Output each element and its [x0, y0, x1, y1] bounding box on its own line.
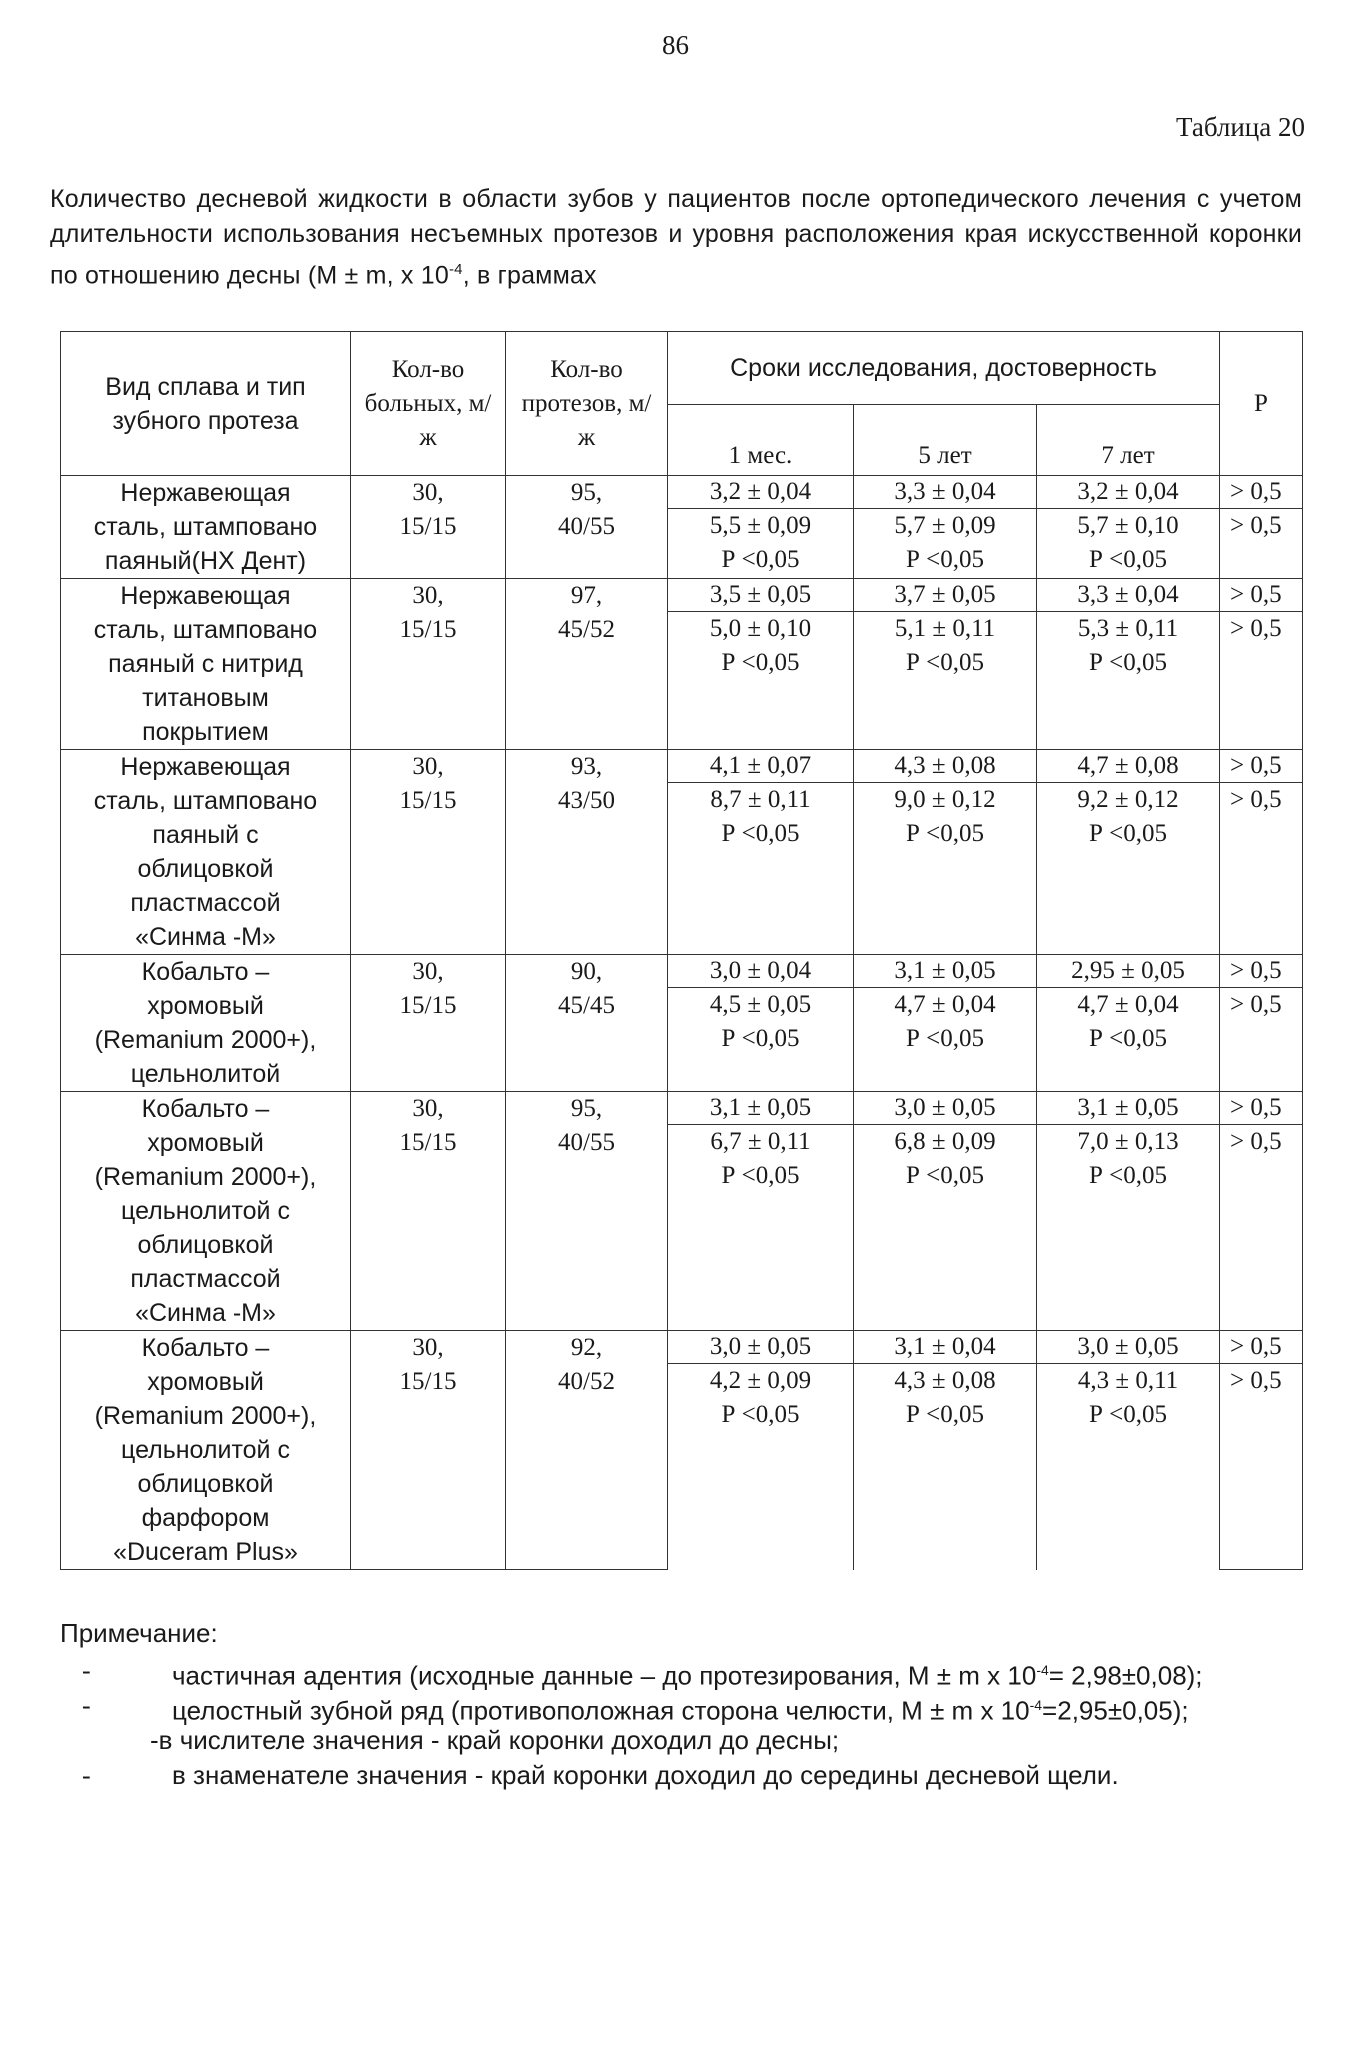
- significance: Р <0,05: [721, 1162, 800, 1189]
- patients-cell: [351, 1092, 506, 1331]
- prostheses-ratio: 40/52: [558, 1368, 615, 1395]
- p-value-top: > 0,5: [1220, 750, 1303, 783]
- value-denominator: 5,0 ± 0,10: [709, 615, 812, 642]
- alloy-line: облицовкой: [137, 1470, 274, 1498]
- p-value-top: > 0,5: [1220, 1331, 1303, 1364]
- alloy-cell: [61, 1331, 351, 1570]
- prostheses-cell: [506, 1331, 668, 1570]
- alloy-line: «Синма -М»: [135, 1299, 276, 1327]
- value-denominator: 4,7 ± 0,04: [894, 991, 996, 1018]
- alloy-line: (Remanium 2000+),: [94, 1163, 317, 1191]
- value-numerator: 3,3 ± 0,04: [1037, 579, 1220, 612]
- patients-count: 30,: [412, 1334, 444, 1361]
- table-row: [61, 750, 1303, 783]
- value-denominator-cell: [1037, 783, 1220, 955]
- note-exponent: -4: [1036, 1662, 1049, 1678]
- alloy-line: (Remanium 2000+),: [94, 1402, 317, 1430]
- note-item-2: [60, 1688, 1310, 1726]
- alloy-line: титановым: [142, 684, 269, 712]
- prostheses-cell: [506, 1092, 668, 1331]
- header-period-2-label: 5 лет: [918, 442, 972, 469]
- alloy-line: сталь, штамповано: [93, 513, 318, 541]
- value-numerator: 3,1 ± 0,05: [854, 955, 1037, 988]
- alloy-line: Нержавеющая: [120, 753, 291, 781]
- table-row: [61, 1331, 1303, 1364]
- table-label: Таблица 20: [1176, 112, 1305, 142]
- value-numerator: 2,95 ± 0,05: [1037, 955, 1220, 988]
- prostheses-cell: [506, 955, 668, 1092]
- note-tail: =2,95±0,05);: [1042, 1695, 1189, 1726]
- patients-count: 30,: [412, 1095, 444, 1122]
- value-denominator-cell: [1037, 1364, 1220, 1570]
- alloy-cell: [61, 955, 351, 1092]
- header-period-1: [668, 405, 854, 476]
- prostheses-cell: [506, 476, 668, 579]
- value-denominator-cell: [668, 988, 854, 1092]
- value-numerator: 3,1 ± 0,05: [1037, 1092, 1220, 1125]
- patients-count: 30,: [412, 753, 444, 780]
- alloy-cell: [61, 750, 351, 955]
- notes-title: Примечание:: [60, 1618, 218, 1648]
- value-denominator: 4,7 ± 0,04: [1077, 991, 1179, 1018]
- value-denominator-cell: [854, 988, 1037, 1092]
- value-denominator: 5,7 ± 0,10: [1077, 512, 1179, 539]
- alloy-line: Нержавеющая: [120, 582, 291, 610]
- alloy-line: хромовый: [147, 1129, 264, 1157]
- header-p: Р: [1220, 332, 1303, 476]
- patients-count: 30,: [412, 479, 444, 506]
- alloy-line: хромовый: [147, 1368, 264, 1396]
- value-denominator: 6,8 ± 0,09: [894, 1128, 996, 1155]
- patients-count: 30,: [412, 958, 444, 985]
- significance: Р <0,05: [905, 1162, 984, 1189]
- alloy-line: облицовкой: [137, 855, 274, 883]
- alloy-line: Кобальто –: [141, 1095, 270, 1123]
- value-denominator-cell: [668, 783, 854, 955]
- alloy-cell: [61, 579, 351, 750]
- value-numerator: 3,0 ± 0,04: [668, 955, 854, 988]
- value-numerator: 3,0 ± 0,05: [854, 1092, 1037, 1125]
- value-numerator: 3,5 ± 0,05: [668, 579, 854, 612]
- note-tail: = 2,98±0,08);: [1048, 1660, 1203, 1691]
- header-patients: Кол-во больных, м/ж: [351, 332, 506, 476]
- note-text: -в числителе значения - край коронки доходил до десны;: [150, 1725, 840, 1755]
- alloy-line: пластмассой: [130, 889, 281, 917]
- value-denominator: 5,1 ± 0,11: [894, 615, 996, 642]
- header-period-3-label: 7 лет: [1101, 442, 1155, 469]
- p-value-top: > 0,5: [1220, 955, 1303, 988]
- p-value-bottom: > 0,5: [1220, 783, 1303, 955]
- value-denominator: 4,2 ± 0,09: [709, 1367, 812, 1394]
- caption-exponent: -4: [448, 261, 463, 278]
- table-row: [61, 476, 1303, 509]
- alloy-line: хромовый: [147, 992, 264, 1020]
- patients-ratio: 15/15: [399, 992, 457, 1019]
- patients-ratio: 15/15: [399, 513, 457, 540]
- p-value-top: > 0,5: [1220, 1092, 1303, 1125]
- patients-cell: [351, 955, 506, 1092]
- alloy-line: (Remanium 2000+),: [94, 1026, 317, 1054]
- patients-ratio: 15/15: [399, 787, 457, 814]
- prostheses-ratio: 43/50: [558, 787, 615, 814]
- prostheses-ratio: 45/45: [558, 992, 615, 1019]
- header-period-3: [1037, 405, 1220, 476]
- value-denominator-cell: [854, 1125, 1037, 1331]
- patients-ratio: 15/15: [399, 616, 457, 643]
- note-body: частичная адентия (исходные данные – до протезирования, М ± m х 10: [172, 1660, 1037, 1691]
- significance: Р <0,05: [1088, 1162, 1167, 1189]
- note-item-1: [60, 1653, 1310, 1691]
- significance: Р <0,05: [1088, 649, 1167, 676]
- p-value-bottom: > 0,5: [1220, 1125, 1303, 1331]
- patients-cell: [351, 579, 506, 750]
- alloy-line: пластмассой: [130, 1265, 281, 1293]
- alloy-line: цельнолитой с: [121, 1436, 290, 1464]
- alloy-line: покрытием: [142, 718, 269, 746]
- value-numerator: 3,3 ± 0,04: [854, 476, 1037, 509]
- alloy-line: «Синма -М»: [135, 923, 276, 951]
- note-body: целостный зубной ряд (противоположная сторона челюсти, М ± m х 10: [172, 1695, 1030, 1726]
- value-denominator: 6,7 ± 0,11: [710, 1128, 811, 1155]
- table-body: [61, 476, 1303, 1570]
- value-denominator-cell: [1037, 509, 1220, 579]
- table-row: [61, 1092, 1303, 1125]
- value-denominator: 4,5 ± 0,05: [709, 991, 812, 1018]
- value-denominator-cell: [1037, 988, 1220, 1092]
- value-numerator: 3,1 ± 0,05: [668, 1092, 854, 1125]
- p-value-bottom: > 0,5: [1220, 1364, 1303, 1570]
- prostheses-ratio: 40/55: [558, 513, 615, 540]
- alloy-line: Нержавеющая: [120, 479, 291, 507]
- significance: Р <0,05: [905, 820, 984, 847]
- prostheses-ratio: 45/52: [558, 616, 615, 643]
- value-denominator: 8,7 ± 0,11: [710, 786, 811, 813]
- value-denominator: 9,2 ± 0,12: [1077, 786, 1179, 813]
- prostheses-count: 93,: [570, 753, 603, 780]
- header-prostheses: Кол-во протезов, м/ж: [506, 332, 668, 476]
- prostheses-ratio: 40/55: [558, 1129, 615, 1156]
- prostheses-cell: [506, 579, 668, 750]
- p-value-top: > 0,5: [1220, 579, 1303, 612]
- header-alloy: Вид сплава и тип зубного протеза: [61, 332, 351, 476]
- alloy-cell: [61, 476, 351, 579]
- value-denominator: 9,0 ± 0,12: [894, 786, 996, 813]
- note-dash: -: [82, 1656, 91, 1685]
- note-dash: -: [82, 1691, 91, 1720]
- alloy-line: паяный с нитрид: [108, 650, 303, 678]
- significance: Р <0,05: [1088, 546, 1167, 573]
- header-period-1-label: 1 мес.: [728, 442, 793, 469]
- value-denominator: 5,3 ± 0,11: [1077, 615, 1179, 642]
- value-denominator: 7,0 ± 0,13: [1077, 1128, 1179, 1155]
- header-periods: Сроки исследования, достоверность: [668, 332, 1220, 405]
- prostheses-count: 95,: [570, 479, 603, 506]
- p-value-bottom: > 0,5: [1220, 509, 1303, 579]
- significance: Р <0,05: [905, 1025, 984, 1052]
- prostheses-count: 97,: [570, 582, 603, 609]
- significance: Р <0,05: [905, 546, 984, 573]
- value-denominator: 5,7 ± 0,09: [894, 512, 996, 539]
- prostheses-cell: [506, 750, 668, 955]
- patients-ratio: 15/15: [399, 1129, 457, 1156]
- alloy-line: Кобальто –: [141, 1334, 270, 1362]
- value-denominator-cell: [854, 783, 1037, 955]
- alloy-line: сталь, штамповано: [93, 787, 318, 815]
- patients-cell: [351, 1331, 506, 1570]
- value-denominator-cell: [668, 1364, 854, 1570]
- value-numerator: 3,2 ± 0,04: [1037, 476, 1220, 509]
- value-denominator-cell: [668, 509, 854, 579]
- note-dash: -: [82, 1761, 91, 1790]
- alloy-line: сталь, штамповано: [93, 616, 318, 644]
- p-value-top: > 0,5: [1220, 476, 1303, 509]
- value-denominator-cell: [854, 612, 1037, 750]
- value-denominator-cell: [1037, 1125, 1220, 1331]
- header-period-2: [854, 405, 1037, 476]
- significance: Р <0,05: [1088, 1025, 1167, 1052]
- significance: Р <0,05: [1088, 1401, 1167, 1428]
- patients-cell: [351, 476, 506, 579]
- value-numerator: 4,1 ± 0,07: [668, 750, 854, 783]
- significance: Р <0,05: [721, 546, 800, 573]
- alloy-line: паяный с: [152, 821, 259, 849]
- alloy-line: паяный(НХ Дент): [104, 547, 307, 575]
- alloy-line: цельнолитой: [130, 1060, 281, 1088]
- prostheses-count: 95,: [570, 1095, 603, 1122]
- note-item-3: [60, 1723, 1310, 1758]
- p-value-bottom: > 0,5: [1220, 612, 1303, 750]
- value-numerator: 3,7 ± 0,05: [854, 579, 1037, 612]
- value-denominator-cell: [668, 612, 854, 750]
- value-denominator: 5,5 ± 0,09: [709, 512, 812, 539]
- significance: Р <0,05: [905, 1401, 984, 1428]
- patients-cell: [351, 750, 506, 955]
- value-denominator-cell: [668, 1125, 854, 1331]
- note-item-4: [60, 1758, 1310, 1793]
- patients-count: 30,: [412, 582, 444, 609]
- table-row: [61, 955, 1303, 988]
- patients-ratio: 15/15: [399, 1368, 457, 1395]
- significance: Р <0,05: [721, 1401, 800, 1428]
- table-caption: [50, 182, 1302, 293]
- p-value-bottom: > 0,5: [1220, 988, 1303, 1092]
- significance: Р <0,05: [1088, 820, 1167, 847]
- page-number: 86: [662, 30, 689, 60]
- value-numerator: 3,0 ± 0,05: [668, 1331, 854, 1364]
- value-numerator: 4,7 ± 0,08: [1037, 750, 1220, 783]
- alloy-cell: [61, 1092, 351, 1331]
- table-row: [61, 579, 1303, 612]
- alloy-line: цельнолитой с: [121, 1197, 290, 1225]
- value-denominator-cell: [854, 1364, 1037, 1570]
- value-numerator: 3,1 ± 0,04: [854, 1331, 1037, 1364]
- caption-text: Количество десневой жидкости в области зубов у пациентов после ортопедического лечения с учетом длительности использования несъемных протезов и уровня расположения края искусственной коронки по отношению десны (М ± m, х 10: [50, 185, 1302, 290]
- significance: Р <0,05: [905, 649, 984, 676]
- note-exponent: -4: [1029, 1697, 1043, 1713]
- value-denominator: 4,3 ± 0,11: [1077, 1367, 1179, 1394]
- value-denominator-cell: [854, 509, 1037, 579]
- prostheses-count: 92,: [570, 1334, 603, 1361]
- alloy-line: облицовкой: [137, 1231, 274, 1259]
- significance: Р <0,05: [721, 649, 800, 676]
- alloy-line: «Duceram Plus»: [113, 1538, 298, 1566]
- value-denominator-cell: [1037, 612, 1220, 750]
- alloy-line: фарфором: [141, 1504, 270, 1532]
- notes: [60, 1613, 1310, 1793]
- value-numerator: 4,3 ± 0,08: [854, 750, 1037, 783]
- significance: Р <0,05: [721, 820, 800, 847]
- alloy-line: Кобальто –: [141, 958, 270, 986]
- prostheses-count: 90,: [570, 958, 603, 985]
- value-numerator: 3,2 ± 0,04: [668, 476, 854, 509]
- caption-tail: , в граммах: [462, 261, 597, 290]
- note-text: в знаменателе значения - край коронки доходил до середины десневой щели.: [172, 1760, 1119, 1790]
- value-denominator: 4,3 ± 0,08: [894, 1367, 996, 1394]
- value-numerator: 3,0 ± 0,05: [1037, 1331, 1220, 1364]
- data-table: [60, 331, 1303, 1570]
- significance: Р <0,05: [721, 1025, 800, 1052]
